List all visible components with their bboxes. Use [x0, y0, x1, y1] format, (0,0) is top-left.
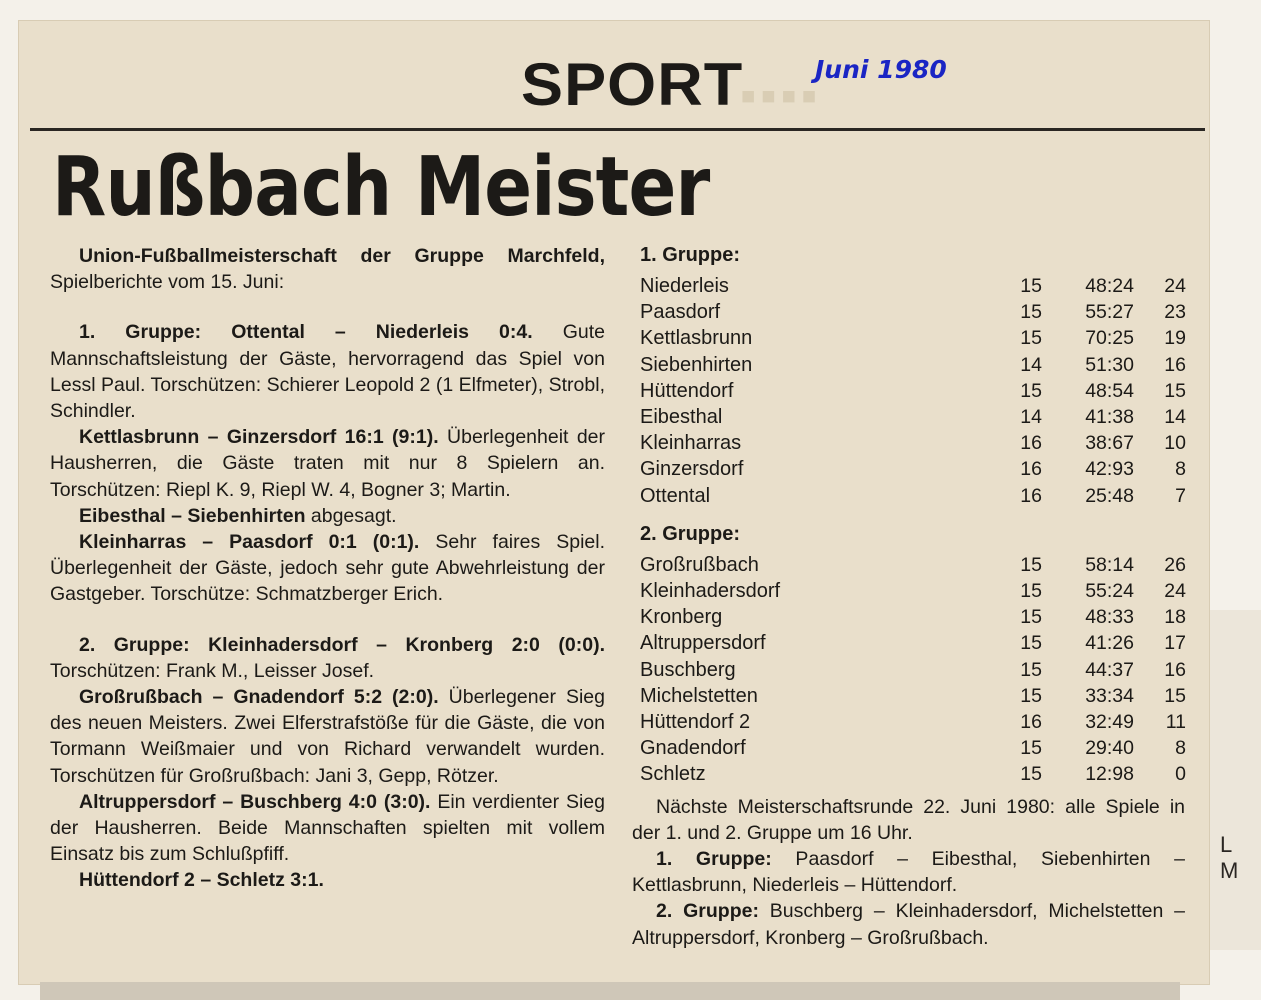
standings-games: 16 — [1020, 484, 1042, 507]
standings-points: 26 — [1164, 553, 1186, 576]
headline: Rußbach Meister — [52, 140, 710, 235]
section-title: SPORT — [521, 51, 744, 118]
standings-team: Altruppersdorf — [640, 632, 766, 655]
standings-games: 14 — [1020, 406, 1042, 429]
standings-goals: 55:24 — [1085, 580, 1134, 603]
standings-team: Ottental — [640, 484, 711, 507]
standings-games: 15 — [1020, 684, 1042, 707]
standings-points: 10 — [1164, 432, 1186, 455]
adjacent-clipping-edge — [1210, 610, 1261, 950]
standings-row — [632, 378, 1192, 404]
standings-points: 16 — [1164, 658, 1186, 681]
standings-goals: 70:25 — [1085, 327, 1134, 350]
standings-points: 17 — [1164, 632, 1186, 655]
standings-team: Siebenhirten — [640, 353, 753, 376]
standings-games: 16 — [1020, 458, 1042, 481]
next-round-paragraph: Nächste Meisterschaftsrunde 22. Juni 1980: alle Spiele in der 1. und 2. Gruppe um 16 Uhr. — [632, 795, 1185, 844]
standings-games: 15 — [1020, 275, 1042, 297]
standings-team: Ginzersdorf — [640, 458, 744, 481]
standings-goals: 44:37 — [1085, 658, 1134, 681]
group1-title: 1. Gruppe: — [640, 244, 741, 266]
standings-games: 15 — [1020, 553, 1042, 576]
standings-points: 8 — [1175, 737, 1186, 760]
report-paragraph: 1. Gruppe: Ottental – Niederleis 0:4. Gute Mannschaftsleistung der Gäste, hervorragend das Spiel von Lessl Paul. Torschützen: Schierer Leopold 2 (1 Elfmeter), Strobl, Schindler. — [50, 321, 605, 423]
standings-team: Paasdorf — [640, 301, 721, 324]
report-paragraph: Kettlasbrunn – Ginzersdorf 16:1 (9:1). Überlegenheit der Hausherren, die Gäste traten mit nur 8 Spielern an. Torschützen: Riepl K. 9, Riepl W. 4, Bogner 3; Martin. — [50, 426, 606, 501]
header-rule — [30, 128, 1205, 131]
standings-points: 11 — [1165, 711, 1186, 734]
group2-title: 2. Gruppe: — [640, 522, 741, 545]
report-paragraph: Großrußbach – Gnadendorf 5:2 (2:0). Überlegener Sieg des neuen Meisters. Zwei Elferstrafstöße für die Gäste, die von Tormann Weißmaier und von Richard verwandelt wurden. Torschützen für Großrußbach: Jani 3, Gepp, Rötzer. — [50, 686, 605, 787]
next-round-paragraph: 1. Gruppe: Paasdorf – Eibesthal, Siebenhirten – Kettlasbrunn, Niederleis – Hüttendorf. — [632, 848, 1185, 897]
standings-points: 15 — [1164, 379, 1186, 402]
standings-team: Eibesthal — [640, 406, 723, 429]
standings-goals: 41:38 — [1085, 406, 1134, 429]
standings-games: 15 — [1020, 658, 1042, 681]
standings-row — [632, 352, 1192, 378]
bottom-edge — [40, 982, 1180, 1000]
standings-team: Kleinhadersdorf — [640, 580, 781, 603]
standings-points: 23 — [1164, 301, 1186, 324]
standings-team: Schletz — [640, 763, 706, 786]
standings-games: 15 — [1020, 763, 1042, 786]
report-paragraph: Altruppersdorf – Buschberg 4:0 (3:0). Ein verdienter Sieg der Hausherren. Beide Mannschaften spielten mit vollem Einsatz bis zum Schlußpfiff. — [50, 790, 605, 866]
group2-table — [632, 552, 1192, 788]
standings-goals: 51:30 — [1085, 353, 1134, 376]
standings-team: Hüttendorf — [640, 379, 734, 402]
standings-games: 15 — [1020, 632, 1042, 655]
standings-row — [632, 299, 1192, 325]
standings-row — [632, 552, 1192, 578]
group1-table — [632, 273, 1192, 509]
standings-games: 15 — [1020, 580, 1042, 603]
standings-games: 15 — [1020, 301, 1042, 324]
standings-team: Kettlasbrunn — [640, 327, 753, 350]
next-round — [632, 794, 1185, 951]
standings-goals: 48:24 — [1085, 275, 1134, 297]
standings-row — [632, 604, 1192, 630]
report-paragraph: Hüttendorf 2 – Schletz 3:1. — [79, 869, 324, 892]
standings-points: 7 — [1175, 484, 1186, 507]
edge-letter: M — [1220, 858, 1239, 883]
standings-row — [632, 709, 1192, 735]
standings-points: 24 — [1164, 580, 1186, 603]
bleed-through-text: ▪▪▪▪ — [740, 69, 822, 121]
standings-goals: 32:49 — [1085, 711, 1134, 734]
standings-row — [632, 273, 1192, 299]
standings-games: 15 — [1020, 737, 1042, 760]
standings-games: 15 — [1020, 327, 1042, 350]
standings-row — [632, 657, 1192, 683]
standings-games: 16 — [1020, 432, 1042, 455]
standings-team: Großrußbach — [640, 553, 759, 576]
standings-goals: 41:26 — [1085, 632, 1134, 655]
standings-goals: 12:98 — [1085, 763, 1134, 786]
standings-points: 16 — [1164, 353, 1186, 376]
standings-goals: 58:14 — [1085, 553, 1134, 576]
standings-goals: 29:40 — [1085, 737, 1134, 760]
standings-games: 16 — [1020, 711, 1042, 734]
standings-games: 14 — [1020, 353, 1042, 376]
standings-row — [632, 578, 1192, 604]
edge-letter: L — [1220, 832, 1233, 857]
standings-row — [632, 483, 1192, 509]
handwritten-date: Juni 1980 — [815, 55, 947, 84]
standings-row — [632, 430, 1192, 456]
standings-games: 15 — [1020, 379, 1042, 402]
report-paragraph: Kleinharras – Paasdorf 0:1 (0:1). Sehr faires Spiel. Überlegenheit der Gäste, jedoch sehr gute Abwehrleistung der Gastgeber. Torschütze: Schmatzberger Erich. — [50, 531, 605, 606]
standings-row — [632, 404, 1192, 430]
standings-column — [632, 244, 1197, 951]
standings-points: 18 — [1164, 606, 1186, 629]
standings-goals: 48:33 — [1085, 606, 1134, 629]
report-paragraph: 2. Gruppe: Kleinhadersdorf – Kronberg 2:0 (0:0). Torschützen: Frank M., Leisser Josef. — [50, 633, 605, 682]
standings-row — [632, 683, 1192, 709]
standings-points: 19 — [1164, 327, 1186, 350]
standings-row — [632, 456, 1192, 482]
standings-row — [632, 325, 1192, 351]
standings-team: Kronberg — [640, 606, 723, 629]
standings-points: 15 — [1164, 684, 1186, 707]
standings-team: Buschberg — [640, 658, 736, 681]
standings-row — [632, 735, 1192, 761]
standings-goals: 25:48 — [1085, 484, 1134, 507]
standings-goals: 48:54 — [1085, 379, 1134, 402]
standings-team: Michelstetten — [640, 684, 758, 707]
standings-points: 14 — [1164, 406, 1186, 429]
standings-goals: 33:34 — [1085, 684, 1134, 707]
standings-points: 24 — [1164, 275, 1186, 297]
standings-goals: 42:93 — [1085, 458, 1134, 481]
standings-points: 0 — [1175, 763, 1186, 786]
report-paragraph: Union-Fußballmeisterschaft der Gruppe Marchfeld, Spielberichte vom 15. Juni: — [50, 245, 605, 294]
report-paragraph: Eibesthal – Siebenhirten abgesagt. — [79, 504, 397, 527]
standings-team: Hüttendorf 2 — [640, 711, 751, 734]
standings-games: 15 — [1020, 606, 1042, 629]
standings-team: Niederleis — [640, 275, 729, 297]
standings-team: Gnadendorf — [640, 737, 746, 760]
standings-goals: 38:67 — [1085, 432, 1134, 455]
standings-points: 8 — [1175, 458, 1186, 481]
next-round-paragraph: 2. Gruppe: Buschberg – Kleinhadersdorf, Michelstetten – Altruppersdorf, Kronberg – Großrußbach. — [632, 900, 1185, 949]
match-reports — [50, 243, 605, 894]
standings-team: Kleinharras — [640, 432, 742, 455]
standings-goals: 55:27 — [1085, 301, 1134, 324]
standings-row — [632, 630, 1192, 656]
standings-row — [632, 761, 1192, 787]
